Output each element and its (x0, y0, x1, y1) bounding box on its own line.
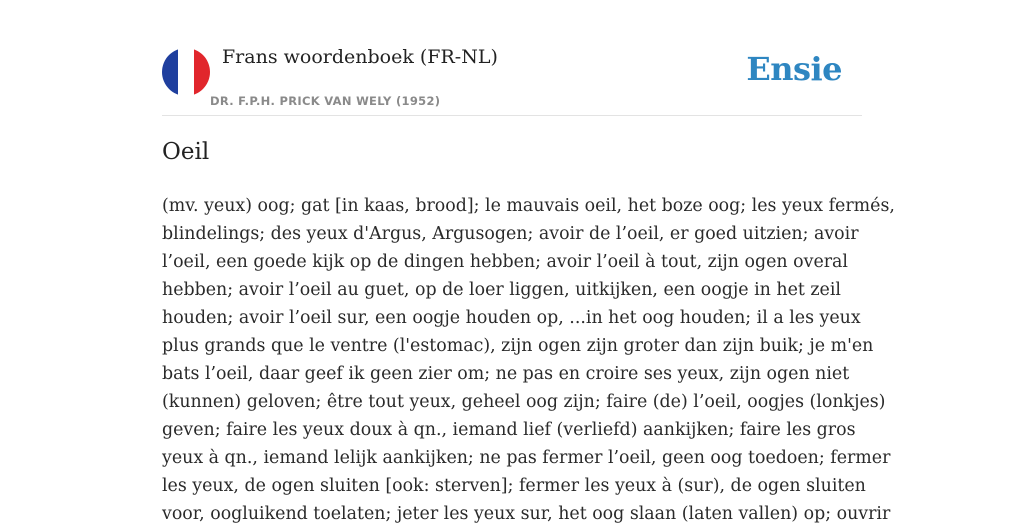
entry-headword: Oeil (162, 139, 210, 165)
entry-definition (162, 192, 895, 528)
dictionary-title[interactable]: Frans woordenboek (FR-NL) (222, 46, 498, 68)
definition-line: hebben; avoir l’oeil au guet, op de loer liggen, uitkijken, een oogje in het zeil (162, 280, 841, 300)
definition-line: (kunnen) geloven; être tout yeux, geheel oog zijn; faire (de) l’oeil, oogjes (lonkjes) (162, 392, 886, 412)
flag-stripe-red (194, 48, 210, 96)
dictionary-author: DR. F.P.H. PRICK VAN WELY (1952) (210, 94, 441, 108)
definition-line: yeux à qn., iemand lelijk aankijken; ne pas fermer l’oeil, geen oog toedoen; fermer (162, 448, 891, 468)
definition-line: voor, oogluikend toelaten; jeter les yeux sur, het oog slaan (laten vallen) op; ouvrir (162, 504, 891, 524)
definition-line: bats l’oeil, daar geef ik geen zier om; ne pas en croire ses yeux, zijn ogen niet (162, 364, 850, 384)
definition-line: blindelings; des yeux d'Argus, Argusogen; avoir de l’oeil, er goed uitzien; avoir (162, 224, 859, 244)
flag-stripe-blue (162, 48, 178, 96)
ensie-logo[interactable]: Ensie (746, 50, 842, 88)
dictionary-card (162, 0, 895, 524)
definition-line: les yeux, de ogen sluiten [ook: sterven]; fermer les yeux à (sur), de ogen sluiten (162, 476, 866, 496)
definition-line: (mv. yeux) oog; gat [in kaas, brood]; le mauvais oeil, het boze oog; les yeux fermés, (162, 196, 895, 216)
definition-line: plus grands que le ventre (l'estomac), zijn ogen zijn groter dan zijn buik; je m'en (162, 336, 874, 356)
definition-line: geven; faire les yeux doux à qn., iemand lief (verliefd) aankijken; faire les gros (162, 420, 856, 440)
flag-stripe-white (178, 48, 194, 96)
definition-line: houden; avoir l’oeil sur, een oogje houden op, ...in het oog houden; il a les yeux (162, 308, 861, 328)
france-flag-icon (162, 48, 210, 96)
header-divider (162, 115, 862, 116)
definition-line: l’oeil, een goede kijk op de dingen hebben; avoir l’oeil à tout, zijn ogen overal (162, 252, 848, 272)
